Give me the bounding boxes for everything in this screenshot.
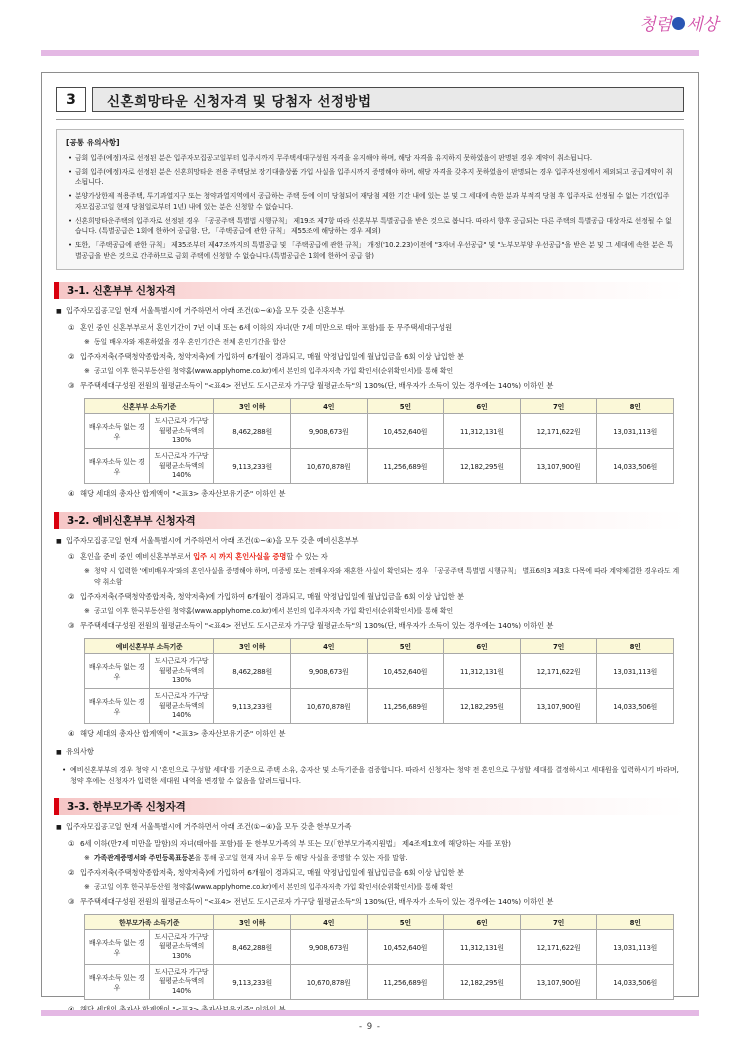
content-frame	[41, 72, 699, 997]
table-row	[85, 449, 674, 484]
income-value-cell: 13,107,900원	[520, 965, 597, 1000]
table-row	[85, 654, 674, 689]
caution-item-text: 예비신혼부부의 경우 청약 시 '혼인으로 구성할 세대'를 기준으로 주택 소유, 총자산 및 소득기준을 검증합니다. 따라서 신청자는 청약 전 혼인으로 구성할 세대를 결정하시고 세대원을 입력하시기 바라며, 청약 후에는 신청자가 입력한 세대원 내역을 변경할 수 없음을 알려드립니다.	[70, 764, 679, 785]
income-value-cell: 9,908,673원	[290, 930, 367, 965]
table-title-cell: 예비신혼부부 소득기준	[85, 639, 214, 654]
chapter-number: 3	[56, 87, 86, 112]
table-column-header: 6인	[444, 639, 521, 654]
income-value-cell: 10,670,878원	[290, 449, 367, 484]
row-label-cell: 배우자소득 없는 경우	[85, 414, 150, 449]
square-bullet-icon: ■	[56, 749, 62, 757]
notice-item-text: 금회 입주(예정)자로 선정된 분은 신혼희망타운 전용 주택담보 장기대출상품 가입 사실을 입주시까지 증명해야 하며, 해당 자격을 갖추지 못하였음이 판명되는 경우 입주자선정에서 제외되고 공급계약이 취소됩니다.	[75, 167, 673, 187]
table-column-header: 8인	[597, 915, 674, 930]
table-column-header: 7인	[520, 399, 597, 414]
income-value-cell: 9,908,673원	[290, 414, 367, 449]
income-value-cell: 8,462,288원	[214, 414, 291, 449]
condition-marker: ②	[68, 592, 75, 602]
row-basis-cell: 도시근로자 가구당 월평균소득액의 140%	[149, 965, 214, 1000]
table-header-row	[85, 399, 674, 414]
income-value-cell: 12,171,622원	[520, 414, 597, 449]
section-label: 3-2. 예비신혼부부 신청자격	[67, 515, 196, 528]
caution-item	[62, 764, 684, 787]
section-intro-text: 입주자모집공고일 현재 서울특별시에 거주하면서 아래 조건(①~④)을 모두 갖춘 한부모가족	[66, 822, 352, 832]
condition-item	[68, 621, 684, 632]
table-column-header: 7인	[520, 915, 597, 930]
income-value-cell: 12,182,295원	[444, 449, 521, 484]
table-column-header: 6인	[444, 399, 521, 414]
page-number: - 9 -	[359, 1022, 381, 1032]
square-bullet-icon: ■	[56, 538, 62, 546]
table-column-header: 5인	[367, 639, 444, 654]
condition-marker: ④	[68, 489, 75, 499]
notice-item-list	[66, 153, 674, 261]
table-column-header: 3인 이하	[214, 399, 291, 414]
notice-item-text: 금회 입주(예정)자로 선정된 분은 입주자모집공고일부터 입주시까지 무주택세대구성원 자격을 유지해야 하며, 해당 자격을 유지하지 못하였음이 판명된 경우 계약이 취소됩니다.	[75, 154, 592, 162]
section-intro	[56, 536, 684, 547]
income-value-cell: 8,462,288원	[214, 930, 291, 965]
income-value-cell: 9,113,233원	[214, 965, 291, 1000]
table-header-row	[85, 639, 674, 654]
bottom-decorative-rule	[41, 1010, 699, 1016]
income-value-cell: 10,670,878원	[290, 965, 367, 1000]
section-body-1	[56, 306, 684, 500]
bullet-icon: •	[68, 216, 72, 225]
condition-marker: ①	[68, 322, 75, 332]
emblem-icon	[672, 17, 685, 30]
sections-root	[42, 282, 698, 1016]
table-column-header: 5인	[367, 915, 444, 930]
table-column-header: 7인	[520, 639, 597, 654]
brand-logo	[639, 10, 718, 35]
notice-heading: [공통 유의사항]	[66, 138, 120, 147]
asterisk-icon: ※	[84, 337, 90, 346]
condition-marker: ③	[68, 897, 75, 907]
condition-text: 입주자저축(주택청약종합저축, 청약저축)에 가입하여 6개월이 경과되고, 매월 약정납입일에 월납입금을 6회 이상 납입한 분	[80, 592, 464, 602]
row-basis-cell: 도시근로자 가구당 월평균소득액의 130%	[149, 414, 214, 449]
table-row	[85, 965, 674, 1000]
condition-marker: ④	[68, 729, 75, 739]
row-label-cell: 배우자소득 없는 경우	[85, 654, 150, 689]
condition-item	[68, 868, 684, 879]
asterisk-icon: ※	[84, 567, 90, 576]
income-value-cell: 9,113,233원	[214, 689, 291, 724]
condition-note-text: 공고일 이후 한국부동산원 청약홈(www.applyhome.co.kr)에서 본인의 입주자저축 가입 확인서(순위확인서)를 통해 확인	[94, 366, 454, 375]
income-value-cell: 13,107,900원	[520, 689, 597, 724]
condition-note	[84, 606, 684, 616]
income-value-cell: 8,462,288원	[214, 654, 291, 689]
bullet-icon: •	[68, 192, 72, 201]
condition-text: 해당 세대의 총자산 합계액이 "<표3> 총자산보유기준" 이하인 분	[80, 729, 286, 739]
condition-item	[68, 352, 684, 363]
income-value-cell: 9,113,233원	[214, 449, 291, 484]
caution-heading-text: 유의사항	[66, 747, 94, 757]
condition-marker: ③	[68, 621, 75, 631]
table-column-header: 8인	[597, 399, 674, 414]
chapter-bar	[56, 87, 684, 112]
bullet-icon: •	[68, 154, 72, 162]
page-title: 신혼희망타운 신청자격 및 당첨자 선정방법	[92, 87, 684, 112]
common-notice-box	[56, 129, 684, 270]
section-body-2	[56, 536, 684, 786]
asterisk-icon: ※	[84, 607, 90, 616]
square-bullet-icon: ■	[56, 824, 62, 832]
brand-text-right: 세상	[686, 15, 718, 35]
table-title-cell: 신혼부부 소득기준	[85, 399, 214, 414]
table-column-header: 8인	[597, 639, 674, 654]
section-label: 3-3. 한부모가족 신청자격	[67, 801, 186, 814]
row-basis-cell: 도시근로자 가구당 월평균소득액의 130%	[149, 654, 214, 689]
table-column-header: 4인	[290, 399, 367, 414]
condition-text: 무주택세대구성원 전원의 월평균소득이 "<표4> 전년도 도시근로자 가구당 월평균소득"의 130%(단, 배우자가 소득이 있는 경우에는 140%) 이하인 분	[80, 897, 554, 907]
income-value-cell: 12,171,622원	[520, 930, 597, 965]
section-label: 3-1. 신혼부부 신청자격	[67, 285, 176, 298]
highlighted-text: 입주 시 까지 혼인사실을 증명	[193, 552, 287, 562]
table-row	[85, 414, 674, 449]
notice-item	[66, 240, 674, 261]
section-intro	[56, 822, 684, 833]
income-value-cell: 11,256,689원	[367, 965, 444, 1000]
condition-note-text: 공고일 이후 한국부동산원 청약홈(www.applyhome.co.kr)에서 본인의 입주자저축 가입 확인서(순위확인서)를 통해 확인	[94, 882, 454, 891]
row-basis-cell: 도시근로자 가구당 월평균소득액의 140%	[149, 689, 214, 724]
condition-note	[84, 882, 684, 892]
income-value-cell: 11,256,689원	[367, 449, 444, 484]
table-column-header: 3인 이하	[214, 639, 291, 654]
table-title-cell: 한부모가족 소득기준	[85, 915, 214, 930]
page-header	[0, 0, 740, 48]
section-header-3	[54, 798, 686, 815]
table-column-header: 3인 이하	[214, 915, 291, 930]
asterisk-icon: ※	[84, 853, 90, 862]
condition-note-text: 동일 배우자와 재혼하였을 경우 혼인기간은 전체 혼인기간을 합산	[94, 337, 286, 346]
income-value-cell: 11,312,131원	[444, 930, 521, 965]
bullet-icon: •	[68, 240, 72, 249]
condition-note-text: 가족관계증명서와 주민등록표등본을 통해 공고일 현재 자녀 유무 등 해당 사실을 증명할 수 있는 자를 말함.	[94, 853, 408, 862]
chapter-underline	[56, 119, 684, 120]
condition-text: 혼인 중인 신혼부부로서 혼인기간이 7년 이내 또는 6세 이하의 자녀(만 7세 미만으로 태아 포함)를 둔 무주택세대구성원	[80, 322, 453, 332]
bullet-icon: •	[62, 764, 67, 774]
condition-item	[68, 729, 684, 740]
income-value-cell: 12,182,295원	[444, 689, 521, 724]
page-footer	[0, 1010, 740, 1046]
table-column-header: 4인	[290, 915, 367, 930]
row-label-cell: 배우자소득 없는 경우	[85, 930, 150, 965]
asterisk-icon: ※	[84, 882, 90, 891]
condition-text: 무주택세대구성원 전원의 월평균소득이 "<표4> 전년도 도시근로자 가구당 월평균소득"의 130%(단, 배우자가 소득이 있는 경우에는 140%) 이하인 분	[80, 381, 554, 391]
income-table	[84, 914, 674, 1000]
notice-item	[66, 191, 674, 212]
note-bold-text: 가족관계증명서와 주민등록표등본	[94, 853, 195, 862]
condition-text: 혼인을 준비 중인 예비신혼부부로서 입주 시 까지 혼인사실을 증명할 수 있는 자	[80, 552, 328, 562]
income-value-cell: 12,182,295원	[444, 965, 521, 1000]
table-row	[85, 689, 674, 724]
caution-heading	[56, 747, 684, 758]
table-header-row	[85, 915, 674, 930]
income-value-cell: 14,033,506원	[597, 449, 674, 484]
condition-item	[68, 323, 684, 334]
notice-item-text: 분양가상한제 적용주택, 투기과열지구 또는 청약과열지역에서 공급하는 주택 등에 이미 당첨되어 재당첨 제한 기간 내에 있는 분 및 그 세대에 속한 분과 부적격 당첨 후 입주자로 선정될 수 없는 기간(입주자모집공고일 현재 당첨일로부터 1년) 내에 있는 분은 신청할 수 없습니다.	[75, 192, 670, 211]
income-value-cell: 10,452,640원	[367, 654, 444, 689]
row-label-cell: 배우자소득 있는 경우	[85, 965, 150, 1000]
notice-item	[66, 167, 674, 188]
section-intro-text: 입주자모집공고일 현재 서울특별시에 거주하면서 아래 조건(①~④)을 모두 갖춘 신혼부부	[66, 306, 345, 316]
table-column-header: 4인	[290, 639, 367, 654]
income-value-cell: 9,908,673원	[290, 654, 367, 689]
condition-note	[84, 566, 684, 587]
row-label-cell: 배우자소득 있는 경우	[85, 449, 150, 484]
condition-note	[84, 853, 684, 863]
income-value-cell: 10,452,640원	[367, 930, 444, 965]
condition-marker: ②	[68, 352, 75, 362]
income-table	[84, 398, 674, 484]
income-value-cell: 12,171,622원	[520, 654, 597, 689]
brand-text-left: 청렴	[639, 15, 672, 35]
income-value-cell: 13,107,900원	[520, 449, 597, 484]
condition-text: 무주택세대구성원 전원의 월평균소득이 "<표4> 전년도 도시근로자 가구당 월평균소득"의 130%(단, 배우자가 소득이 있는 경우에는 140%) 이하인 분	[80, 621, 554, 631]
condition-item	[68, 839, 684, 850]
condition-item	[68, 552, 684, 563]
income-value-cell: 14,033,506원	[597, 689, 674, 724]
condition-marker: ①	[68, 552, 75, 562]
notice-item-text: 또한, 「주택공급에 관한 규칙」 제35조부터 제47조까지의 특별공급 및 「주택공급에 관한 규칙」 개정('10.2.23)이전에 "3자녀 우선공급" 및 "노부모부양 우선공급"을 받은 분 및 그 세대에 속한 분은 특별공급을 받은 것으로 간주하므로 금회 주택에 신청할 수 없습니다.(특별공급은 1회에 한하여 공급 함)	[75, 240, 674, 260]
condition-item	[68, 489, 684, 500]
income-value-cell: 11,312,131원	[444, 414, 521, 449]
row-basis-cell: 도시근로자 가구당 월평균소득액의 130%	[149, 930, 214, 965]
income-value-cell: 11,312,131원	[444, 654, 521, 689]
income-value-cell: 11,256,689원	[367, 689, 444, 724]
notice-item	[66, 153, 674, 164]
row-basis-cell: 도시근로자 가구당 월평균소득액의 140%	[149, 449, 214, 484]
condition-marker: ①	[68, 838, 75, 848]
section-header-2	[54, 512, 686, 529]
notice-item	[66, 216, 674, 237]
table-column-header: 6인	[444, 915, 521, 930]
income-value-cell: 10,452,640원	[367, 414, 444, 449]
condition-marker: ③	[68, 381, 75, 391]
income-value-cell: 13,031,113원	[597, 654, 674, 689]
condition-item	[68, 381, 684, 392]
income-value-cell: 13,031,113원	[597, 414, 674, 449]
square-bullet-icon: ■	[56, 308, 62, 316]
top-decorative-rule	[41, 50, 699, 56]
section-body-3	[56, 822, 684, 1016]
section-intro-text: 입주자모집공고일 현재 서울특별시에 거주하면서 아래 조건(①~④)을 모두 갖춘 예비신혼부부	[66, 536, 359, 546]
section-intro	[56, 306, 684, 317]
condition-marker: ②	[68, 867, 75, 877]
condition-note-text: 공고일 이후 한국부동산원 청약홈(www.applyhome.co.kr)에서 본인의 입주자저축 가입 확인서(순위확인서)를 통해 확인	[94, 607, 454, 616]
condition-note	[84, 337, 684, 347]
table-row	[85, 930, 674, 965]
condition-item	[68, 592, 684, 603]
bullet-icon: •	[68, 167, 72, 176]
condition-item	[68, 897, 684, 908]
condition-note-text: 청약 시 입력한 '예비배우자'와의 혼인사실을 증명해야 하며, 미증빙 또는 전배우자와 재혼한 사실이 확인되는 경우 「공공주택 특별법 시행규칙」 별표6의3 제3호 다목에 따라 계약체결한 경우라도 계약 취소함	[94, 567, 680, 586]
section-header-1	[54, 282, 686, 299]
condition-text: 6세 이하(만7세 미만을 말함)의 자녀(태아를 포함)를 둔 한부모가족의 부 또는 모(「한부모가족지원법」 제4조제1호에 해당하는 자를 포함)	[80, 838, 511, 848]
asterisk-icon: ※	[84, 366, 90, 375]
condition-note	[84, 366, 684, 376]
income-value-cell: 14,033,506원	[597, 965, 674, 1000]
income-value-cell: 13,031,113원	[597, 930, 674, 965]
table-column-header: 5인	[367, 399, 444, 414]
income-table	[84, 638, 674, 724]
condition-text: 입주자저축(주택청약종합저축, 청약저축)에 가입하여 6개월이 경과되고, 매월 약정납입일에 월납입금을 6회 이상 납입한 분	[80, 352, 464, 362]
condition-text: 입주자저축(주택청약종합저축, 청약저축)에 가입하여 6개월이 경과되고, 매월 약정납입일에 월납입금을 6회 이상 납입한 분	[80, 867, 464, 877]
row-label-cell: 배우자소득 있는 경우	[85, 689, 150, 724]
income-value-cell: 10,670,878원	[290, 689, 367, 724]
notice-item-text: 신혼희망타운주택의 입주자로 선정된 경우 「공공주택 특별법 시행규칙」 제19조 제7항 따라 신혼부부 특별공급을 받은 것으로 봅니다. 따라서 향후 공급되는 다른 주택의 특별공급 대상자로 선정될 수 없습니다. (특별공급은 1회에 한하여 공급함. 단, 「주택공급에 관한 규칙」 제55조에 해당하는 경우 제외)	[75, 216, 672, 236]
condition-text: 해당 세대의 총자산 합계액이 "<표3> 총자산보유기준" 이하인 분	[80, 489, 286, 499]
